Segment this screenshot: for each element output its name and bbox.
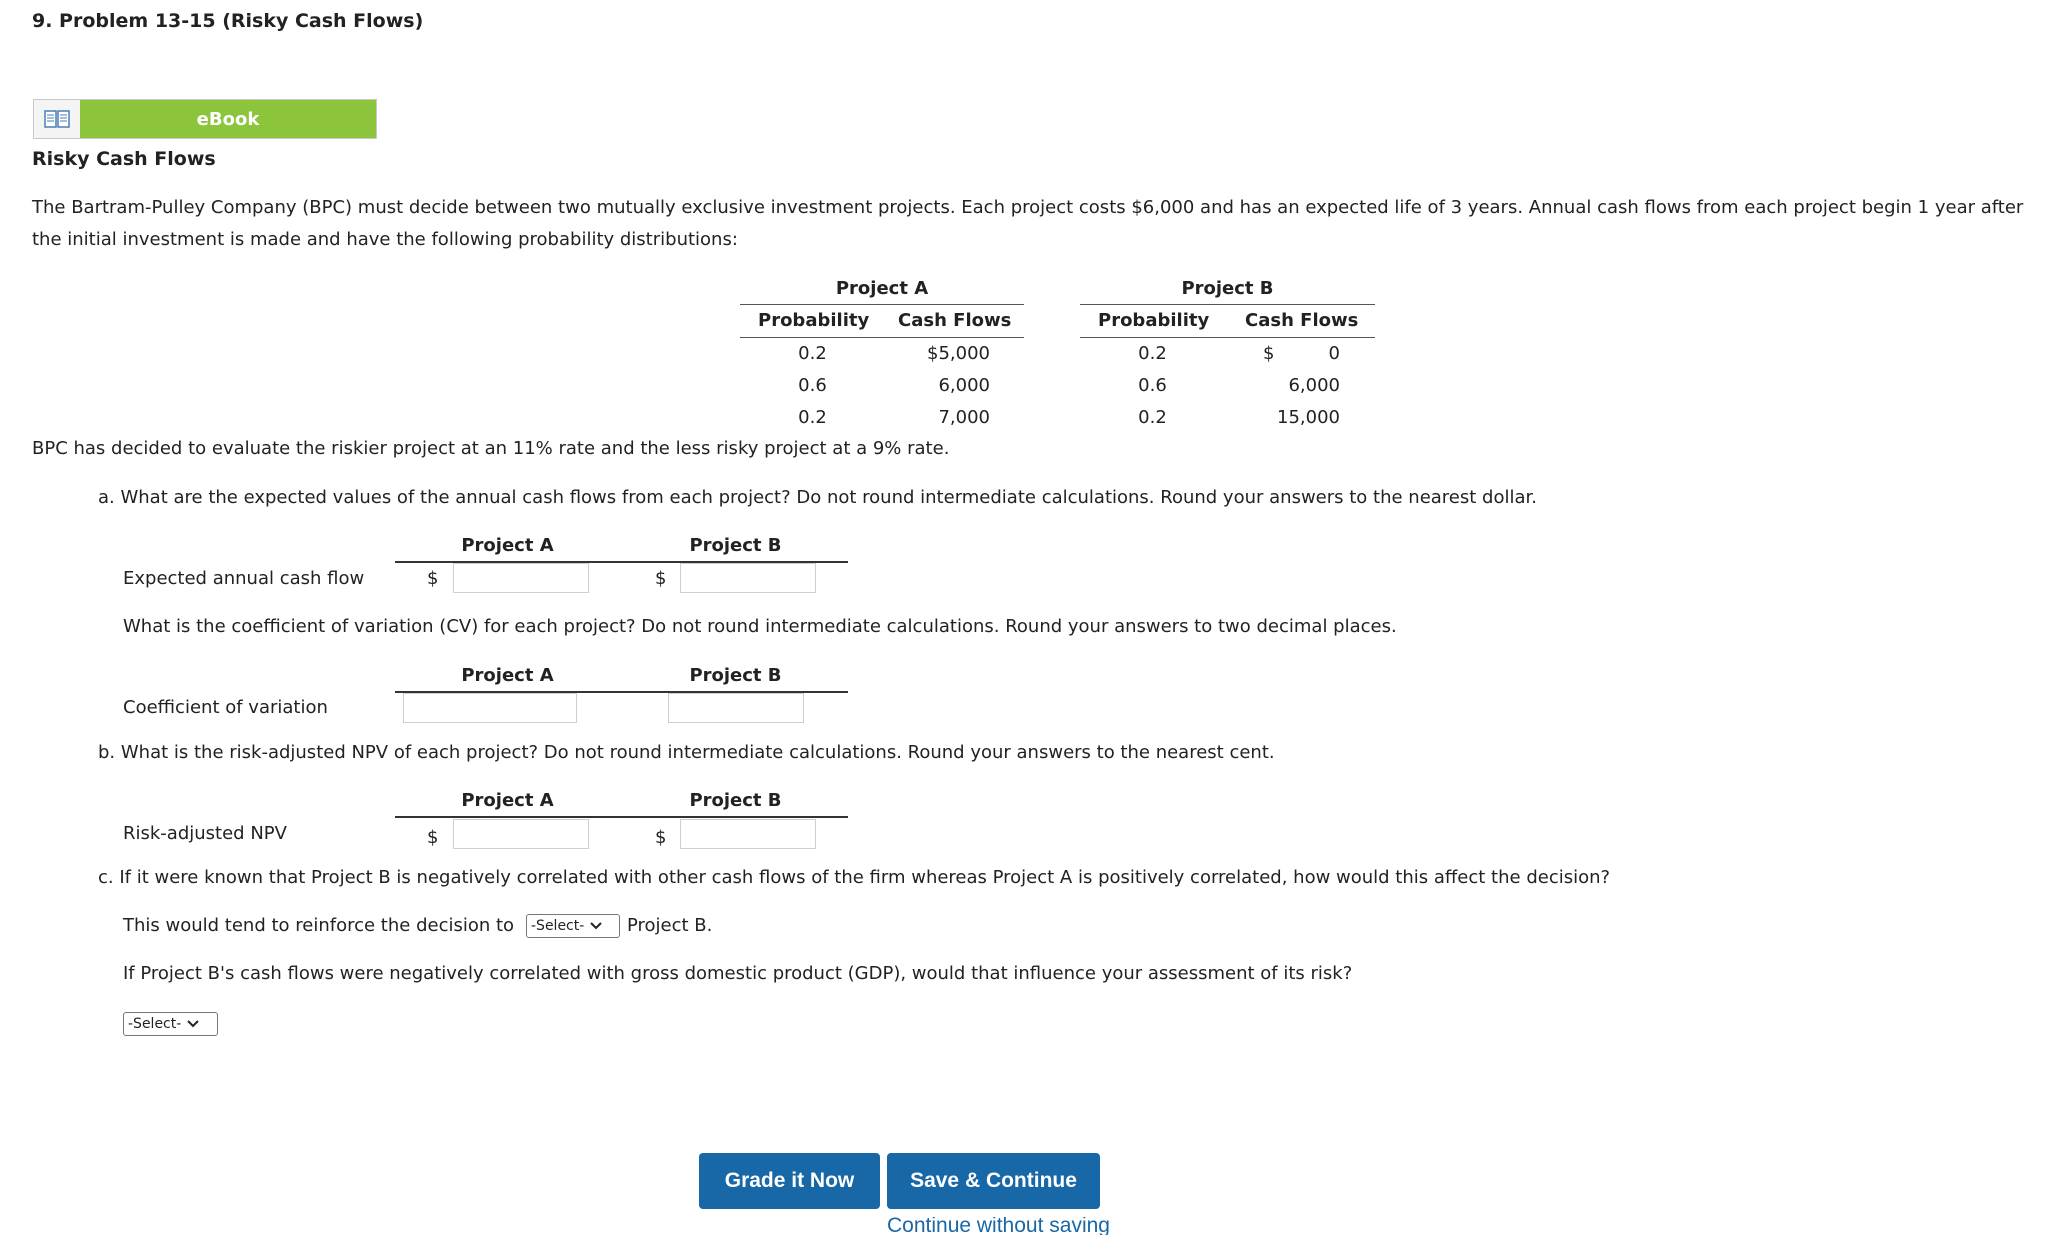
cv-question: What is the coefficient of variation (CV) for each project? Do not round intermediate calculations. Round your answers to two decimal places. <box>123 616 1397 637</box>
part-a-col-a: Project A <box>461 535 554 556</box>
reinforce-select-value: -Select- <box>531 918 585 934</box>
dist-a-title: Project A <box>835 278 929 299</box>
book-icon <box>34 100 81 138</box>
dist-b-title: Project B <box>1181 278 1274 299</box>
grade-now-button[interactable]: Grade it Now <box>699 1153 880 1209</box>
expected-cash-flow-a-input[interactable] <box>453 563 589 593</box>
dist-b-prob-2: 0.6 <box>1138 375 1167 396</box>
dist-a-cf-2: 6,000 <box>938 375 990 396</box>
cv-col-b: Project B <box>689 665 782 686</box>
dist-b-cur-1: $ <box>1263 343 1275 364</box>
expected-cash-flow-label: Expected annual cash flow <box>123 568 365 589</box>
gdp-question: If Project B's cash flows were negatively correlated with gross domestic product (GDP), would that influence your assessment of its risk? <box>123 963 1353 984</box>
reinforce-decision-select[interactable] <box>526 914 620 938</box>
dist-a-title-rule <box>740 304 1024 305</box>
dist-b-prob-3: 0.2 <box>1138 407 1167 428</box>
dist-b-cf-3: 15,000 <box>1277 407 1340 428</box>
dist-a-prob-1: 0.2 <box>798 343 827 364</box>
part-c-question: c. If it were known that Project B is negatively correlated with other cash flows of the firm whereas Project A is positively correlated, how would this affect the decision? <box>98 867 1611 888</box>
npv-label: Risk-adjusted NPV <box>123 823 287 844</box>
dist-b-header-rule <box>1080 337 1375 338</box>
currency-symbol: $ <box>427 827 439 848</box>
intro-paragraph: The Bartram-Pulley Company (BPC) must decide between two mutually exclusive investment projects. Each project costs $6,000 and has an expected life of 3 years. Annual cash flows from each project begin 1 year after the initial investment is made and have the following probability distributions: <box>32 197 2024 250</box>
currency-symbol: $ <box>655 568 667 589</box>
chevron-down-icon <box>590 922 602 930</box>
part-a-question: a. What are the expected values of the annual cash flows from each project? Do not round intermediate calculations. Round your answers to the nearest dollar. <box>98 487 1537 508</box>
dist-a-header-rule <box>740 337 1024 338</box>
dist-b-col-cf: Cash Flows <box>1245 310 1359 331</box>
currency-symbol: $ <box>427 568 439 589</box>
section-heading: Risky Cash Flows <box>32 148 216 170</box>
cv-b-input[interactable] <box>668 693 804 723</box>
gdp-select-value: -Select- <box>128 1016 182 1032</box>
save-continue-button[interactable]: Save & Continue <box>887 1153 1100 1209</box>
currency-symbol: $ <box>655 827 667 848</box>
rate-note: BPC has decided to evaluate the riskier project at an 11% rate and the less risky project at a 9% rate. <box>32 438 950 459</box>
dist-b-cf-1: 0 <box>1328 343 1340 364</box>
cv-label: Coefficient of variation <box>123 697 328 718</box>
part-b-col-b: Project B <box>689 790 782 811</box>
part-b-col-a: Project A <box>461 790 554 811</box>
dist-a-col-prob: Probability <box>758 310 870 331</box>
reinforce-sentence-after: Project B. <box>627 915 713 936</box>
cv-col-a: Project A <box>461 665 554 686</box>
dist-a-col-cf: Cash Flows <box>898 310 1012 331</box>
expected-cash-flow-b-input[interactable] <box>680 563 816 593</box>
problem-title: 9. Problem 13-15 (Risky Cash Flows) <box>32 10 424 32</box>
gdp-risk-select[interactable] <box>123 1012 218 1036</box>
dist-a-cf-1: $5,000 <box>927 343 990 364</box>
dist-a-prob-3: 0.2 <box>798 407 827 428</box>
part-b-question: b. What is the risk-adjusted NPV of each project? Do not round intermediate calculations. Round your answers to the nearest cent. <box>98 742 1275 763</box>
part-b-header-rule <box>395 816 848 818</box>
dist-a-prob-2: 0.6 <box>798 375 827 396</box>
dist-b-cf-2: 6,000 <box>1288 375 1340 396</box>
dist-b-prob-1: 0.2 <box>1138 343 1167 364</box>
dist-a-cf-3: 7,000 <box>938 407 990 428</box>
dist-b-col-prob: Probability <box>1098 310 1210 331</box>
ebook-button[interactable] <box>33 99 377 139</box>
part-a-col-b: Project B <box>689 535 782 556</box>
reinforce-sentence-before: This would tend to reinforce the decision to <box>123 915 515 936</box>
cv-a-input[interactable] <box>403 693 577 723</box>
ebook-label[interactable]: eBook <box>80 100 376 138</box>
npv-a-input[interactable] <box>453 819 589 849</box>
continue-without-saving-link[interactable]: Continue without saving <box>887 1217 1110 1235</box>
npv-b-input[interactable] <box>680 819 816 849</box>
dist-b-title-rule <box>1080 304 1375 305</box>
chevron-down-icon <box>187 1020 199 1028</box>
